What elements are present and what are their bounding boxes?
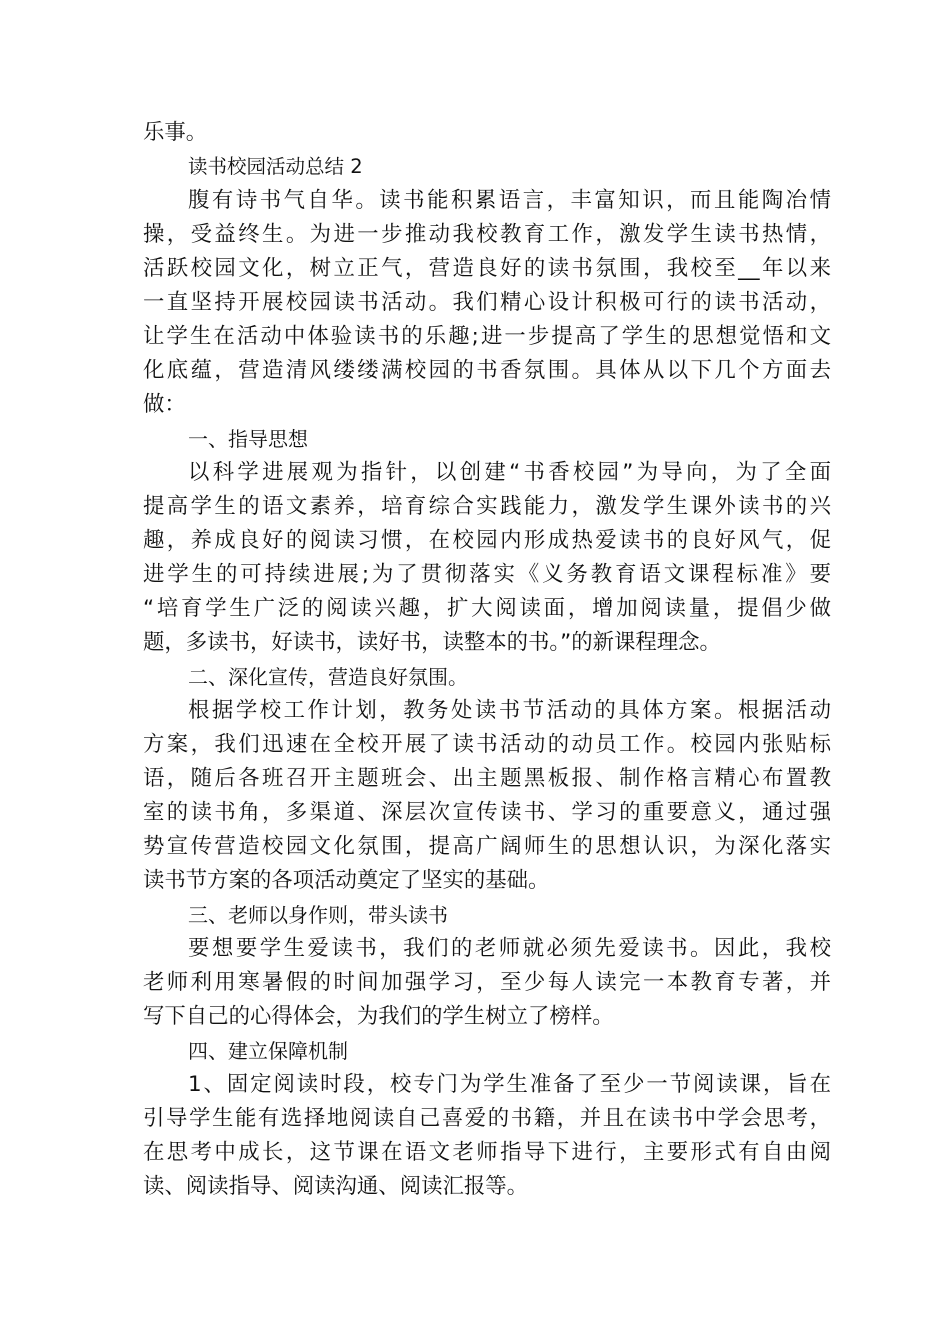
paragraph-line: 化底蕴，营造清风缕缕满校园的书香氛围。具体从以下几个方面去 <box>143 358 831 383</box>
section-heading: 三、老师以身作则，带头读书 <box>188 903 448 927</box>
section-heading: 二、深化宣传，营造良好氛围。 <box>188 665 468 689</box>
paragraph-line: 根据学校工作计划，教务处读书节活动的具体方案。根据活动 <box>188 698 831 723</box>
paragraph-line: 在思考中成长，这节课在语文老师指导下进行，主要形式有自由阅 <box>143 1140 831 1165</box>
paragraph-line: 让学生在活动中体验读书的乐趣;进一步提高了学生的思想觉悟和文 <box>143 324 831 349</box>
document-body <box>143 116 831 1204</box>
section-heading: 四、建立保障机制 <box>188 1039 348 1063</box>
paragraph-line: 乐事。 <box>143 120 208 145</box>
paragraph-line: 室的读书角，多渠道、深层次宣传读书、学习的重要意义，通过强 <box>143 800 831 825</box>
paragraph-line: 老师利用寒暑假的时间加强学习，至少每人读完一本教育专著，并 <box>143 970 831 995</box>
paragraph-line: 方案，我们迅速在全校开展了读书活动的动员工作。校园内张贴标 <box>143 732 831 757</box>
paragraph-line: 写下自己的心得体会，为我们的学生树立了榜样。 <box>143 1004 614 1029</box>
paragraph-line: 进学生的可持续进展;为了贯彻落实《义务教育语文课程标准》要 <box>143 562 831 587</box>
section-heading: 一、指导思想 <box>188 427 308 451</box>
paragraph-line: 读书节方案的各项活动奠定了坚实的基础。 <box>143 868 550 893</box>
paragraph-line: 趣，养成良好的阅读习惯，在校园内形成热爱读书的良好风气，促 <box>143 528 831 553</box>
paragraph-line: 以科学进展观为指针，以创建“书香校园”为导向，为了全面 <box>188 460 831 485</box>
paragraph-line: 腹有诗书气自华。读书能积累语言，丰富知识，而且能陶冶情 <box>188 188 831 213</box>
paragraph-line: 做： <box>143 392 186 417</box>
paragraph-line: 引导学生能有选择地阅读自己喜爱的书籍，并且在读书中学会思考， <box>143 1106 831 1131</box>
paragraph-line: 提高学生的语文素养，培育综合实践能力，激发学生课外读书的兴 <box>143 494 831 519</box>
paragraph-line: 活跃校园文化，树立正气，营造良好的读书氛围，我校至__年以来 <box>143 256 831 281</box>
paragraph-line: 语，随后各班召开主题班会、出主题黑板报、制作格言精心布置教 <box>143 766 831 791</box>
section-title: 读书校园活动总结 2 <box>188 155 363 178</box>
paragraph-line: “培育学生广泛的阅读兴趣，扩大阅读面，增加阅读量，提倡少做 <box>143 596 831 621</box>
paragraph-line: 读、阅读指导、阅读沟通、阅读汇报等。 <box>143 1174 529 1199</box>
paragraph-line: 要想要学生爱读书，我们的老师就必须先爱读书。因此，我校 <box>188 936 831 961</box>
paragraph-line: 题，多读书，好读书，读好书，读整本的书。”的新课程理念。 <box>143 630 721 655</box>
paragraph-line: 一直坚持开展校园读书活动。我们精心设计积极可行的读书活动， <box>143 290 831 315</box>
paragraph-line: 1、固定阅读时段，校专门为学生准备了至少一节阅读课，旨在 <box>188 1072 831 1097</box>
paragraph-line: 势宣传营造校园文化氛围，提高广阔师生的思想认识，为深化落实 <box>143 834 831 859</box>
paragraph-line: 操，受益终生。为进一步推动我校教育工作，激发学生读书热情， <box>143 222 831 247</box>
